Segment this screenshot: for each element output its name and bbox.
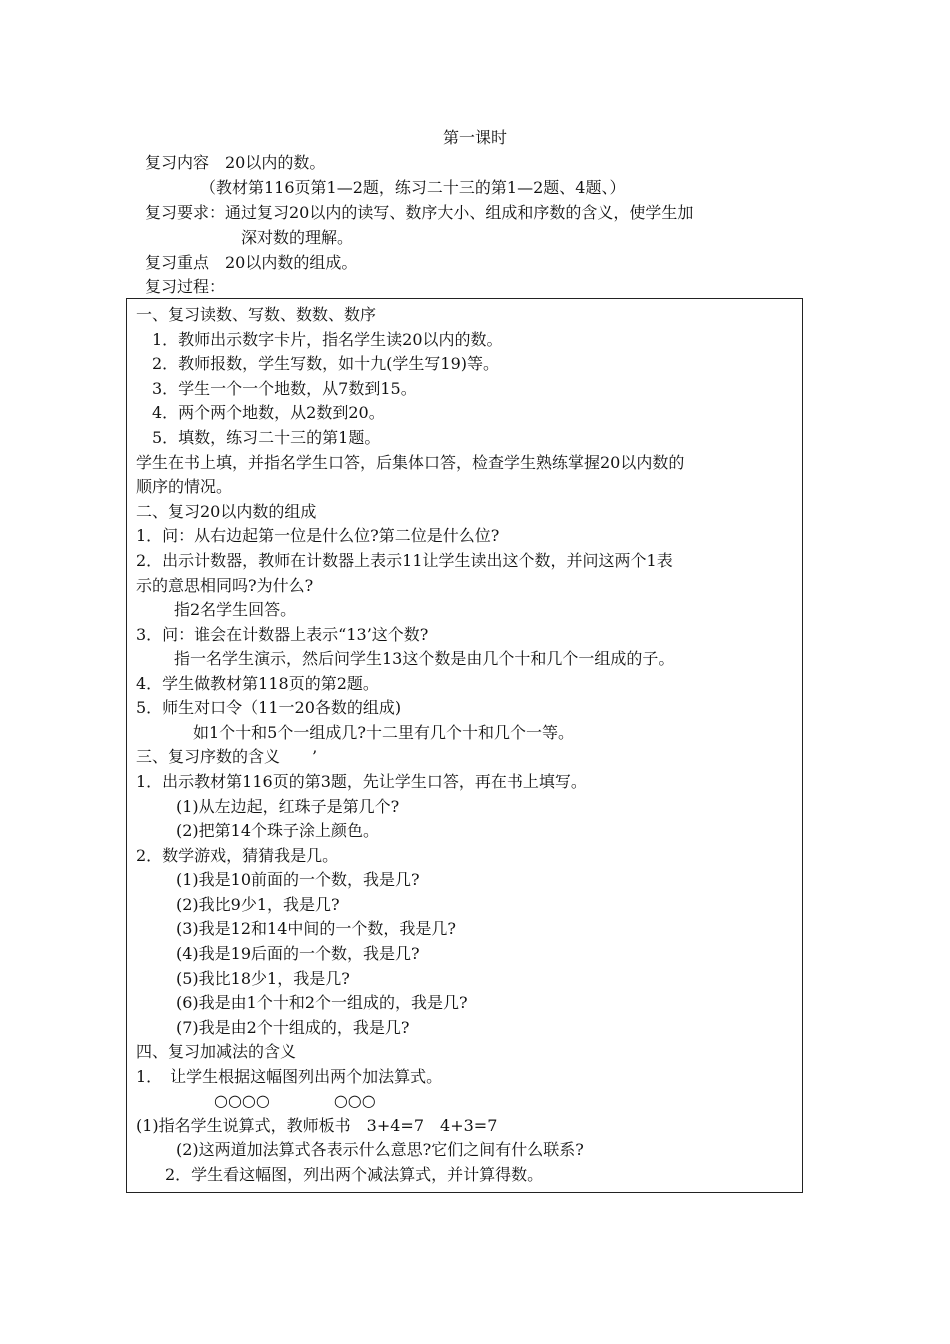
process-box <box>126 298 803 1193</box>
body-line: (6)我是由1个十和2个一组成的，我是几? <box>176 993 468 1012</box>
body-line: (7)我是由2个十组成的，我是几? <box>176 1018 410 1037</box>
body-line: 2．数学游戏，猜猜我是几。 <box>136 846 339 865</box>
body-line: 指2名学生回答。 <box>174 600 297 619</box>
body-line: 5．师生对口令（11一20各数的组成) <box>136 698 402 717</box>
body-line: 1．教师出示数字卡片，指名学生读20以内的数。 <box>152 330 503 349</box>
review-requirement-line-2: 深对数的理解。 <box>241 228 354 247</box>
circle-figure: ○○○○ ○○○ <box>214 1091 376 1110</box>
body-line: (2)我比9少1，我是几? <box>176 895 340 914</box>
review-process: 复习过程： <box>145 277 226 296</box>
body-line: 5．填数，练习二十三的第1题。 <box>152 428 381 447</box>
body-line: (2)这两道加法算式各表示什么意思?它们之间有什么联系? <box>176 1140 584 1159</box>
body-line: 3．问：谁会在计数器上表示“13’这个数? <box>136 625 429 644</box>
body-line: (2)把第14个珠子涂上颜色。 <box>176 821 380 840</box>
body-line: 4．学生做教材第118页的第2题。 <box>136 674 379 693</box>
body-line: 指一名学生演示，然后问学生13这个数是由几个十和几个一组成的子。 <box>174 649 675 668</box>
body-line: 学生在书上填，并指名学生口答，后集体口答，检查学生熟练掌握20以内数的 <box>136 453 685 472</box>
body-line: 2．出示计数器，教师在计数器上表示11让学生读出这个数，并问这两个1表 <box>136 551 673 570</box>
section-heading: 三、复习序数的含义 ’ <box>136 747 318 766</box>
review-focus: 复习重点 20以内数的组成。 <box>145 253 358 272</box>
body-line: 2．教师报数，学生写数，如十九(学生写19)等。 <box>152 354 500 373</box>
body-line: 如1个十和5个一组成几?十二里有几个十和几个一等。 <box>193 723 574 742</box>
body-line: 2．学生看这幅图，列出两个减法算式，并计算得数。 <box>165 1165 544 1184</box>
review-requirement-line-1: 复习要求：通过复习20以内的读写、数序大小、组成和序数的含义，使学生加 <box>145 203 694 222</box>
body-line: 1． 让学生根据这幅图列出两个加法算式。 <box>136 1067 443 1086</box>
section-heading: 一、复习读数、写数、数数、数序 <box>136 305 377 324</box>
body-line: (5)我比18少1，我是几? <box>176 969 350 988</box>
review-content-note: （教材第116页第1—2题，练习二十三的第1—2题、4题、） <box>200 178 626 197</box>
body-line: (3)我是12和14中间的一个数，我是几? <box>176 919 456 938</box>
body-line: 4．两个两个地数，从2数到20。 <box>152 403 385 422</box>
body-line: (1)我是10前面的一个数，我是几? <box>176 870 420 889</box>
body-line: 示的意思相同吗?为什么? <box>136 576 314 595</box>
section-heading: 二、复习20以内数的组成 <box>136 502 317 521</box>
body-line: 1．问：从右边起第一位是什么位?第二位是什么位? <box>136 526 500 545</box>
body-line: (1)从左边起，红珠子是第几个? <box>176 797 400 816</box>
review-content: 复习内容 20以内的数。 <box>145 153 326 172</box>
lesson-title: 第一课时 <box>442 128 507 147</box>
body-line: (4)我是19后面的一个数，我是几? <box>176 944 420 963</box>
section-heading: 四、复习加减法的含义 <box>136 1042 297 1061</box>
body-line: 3．学生一个一个地数，从7数到15。 <box>152 379 417 398</box>
body-line: 1．出示教材第116页的第3题，先让学生口答，再在书上填写。 <box>136 772 587 791</box>
body-line: (1)指名学生说算式，教师板书 3+4=7 4+3=7 <box>136 1116 498 1135</box>
body-line: 顺序的情况。 <box>136 477 233 496</box>
